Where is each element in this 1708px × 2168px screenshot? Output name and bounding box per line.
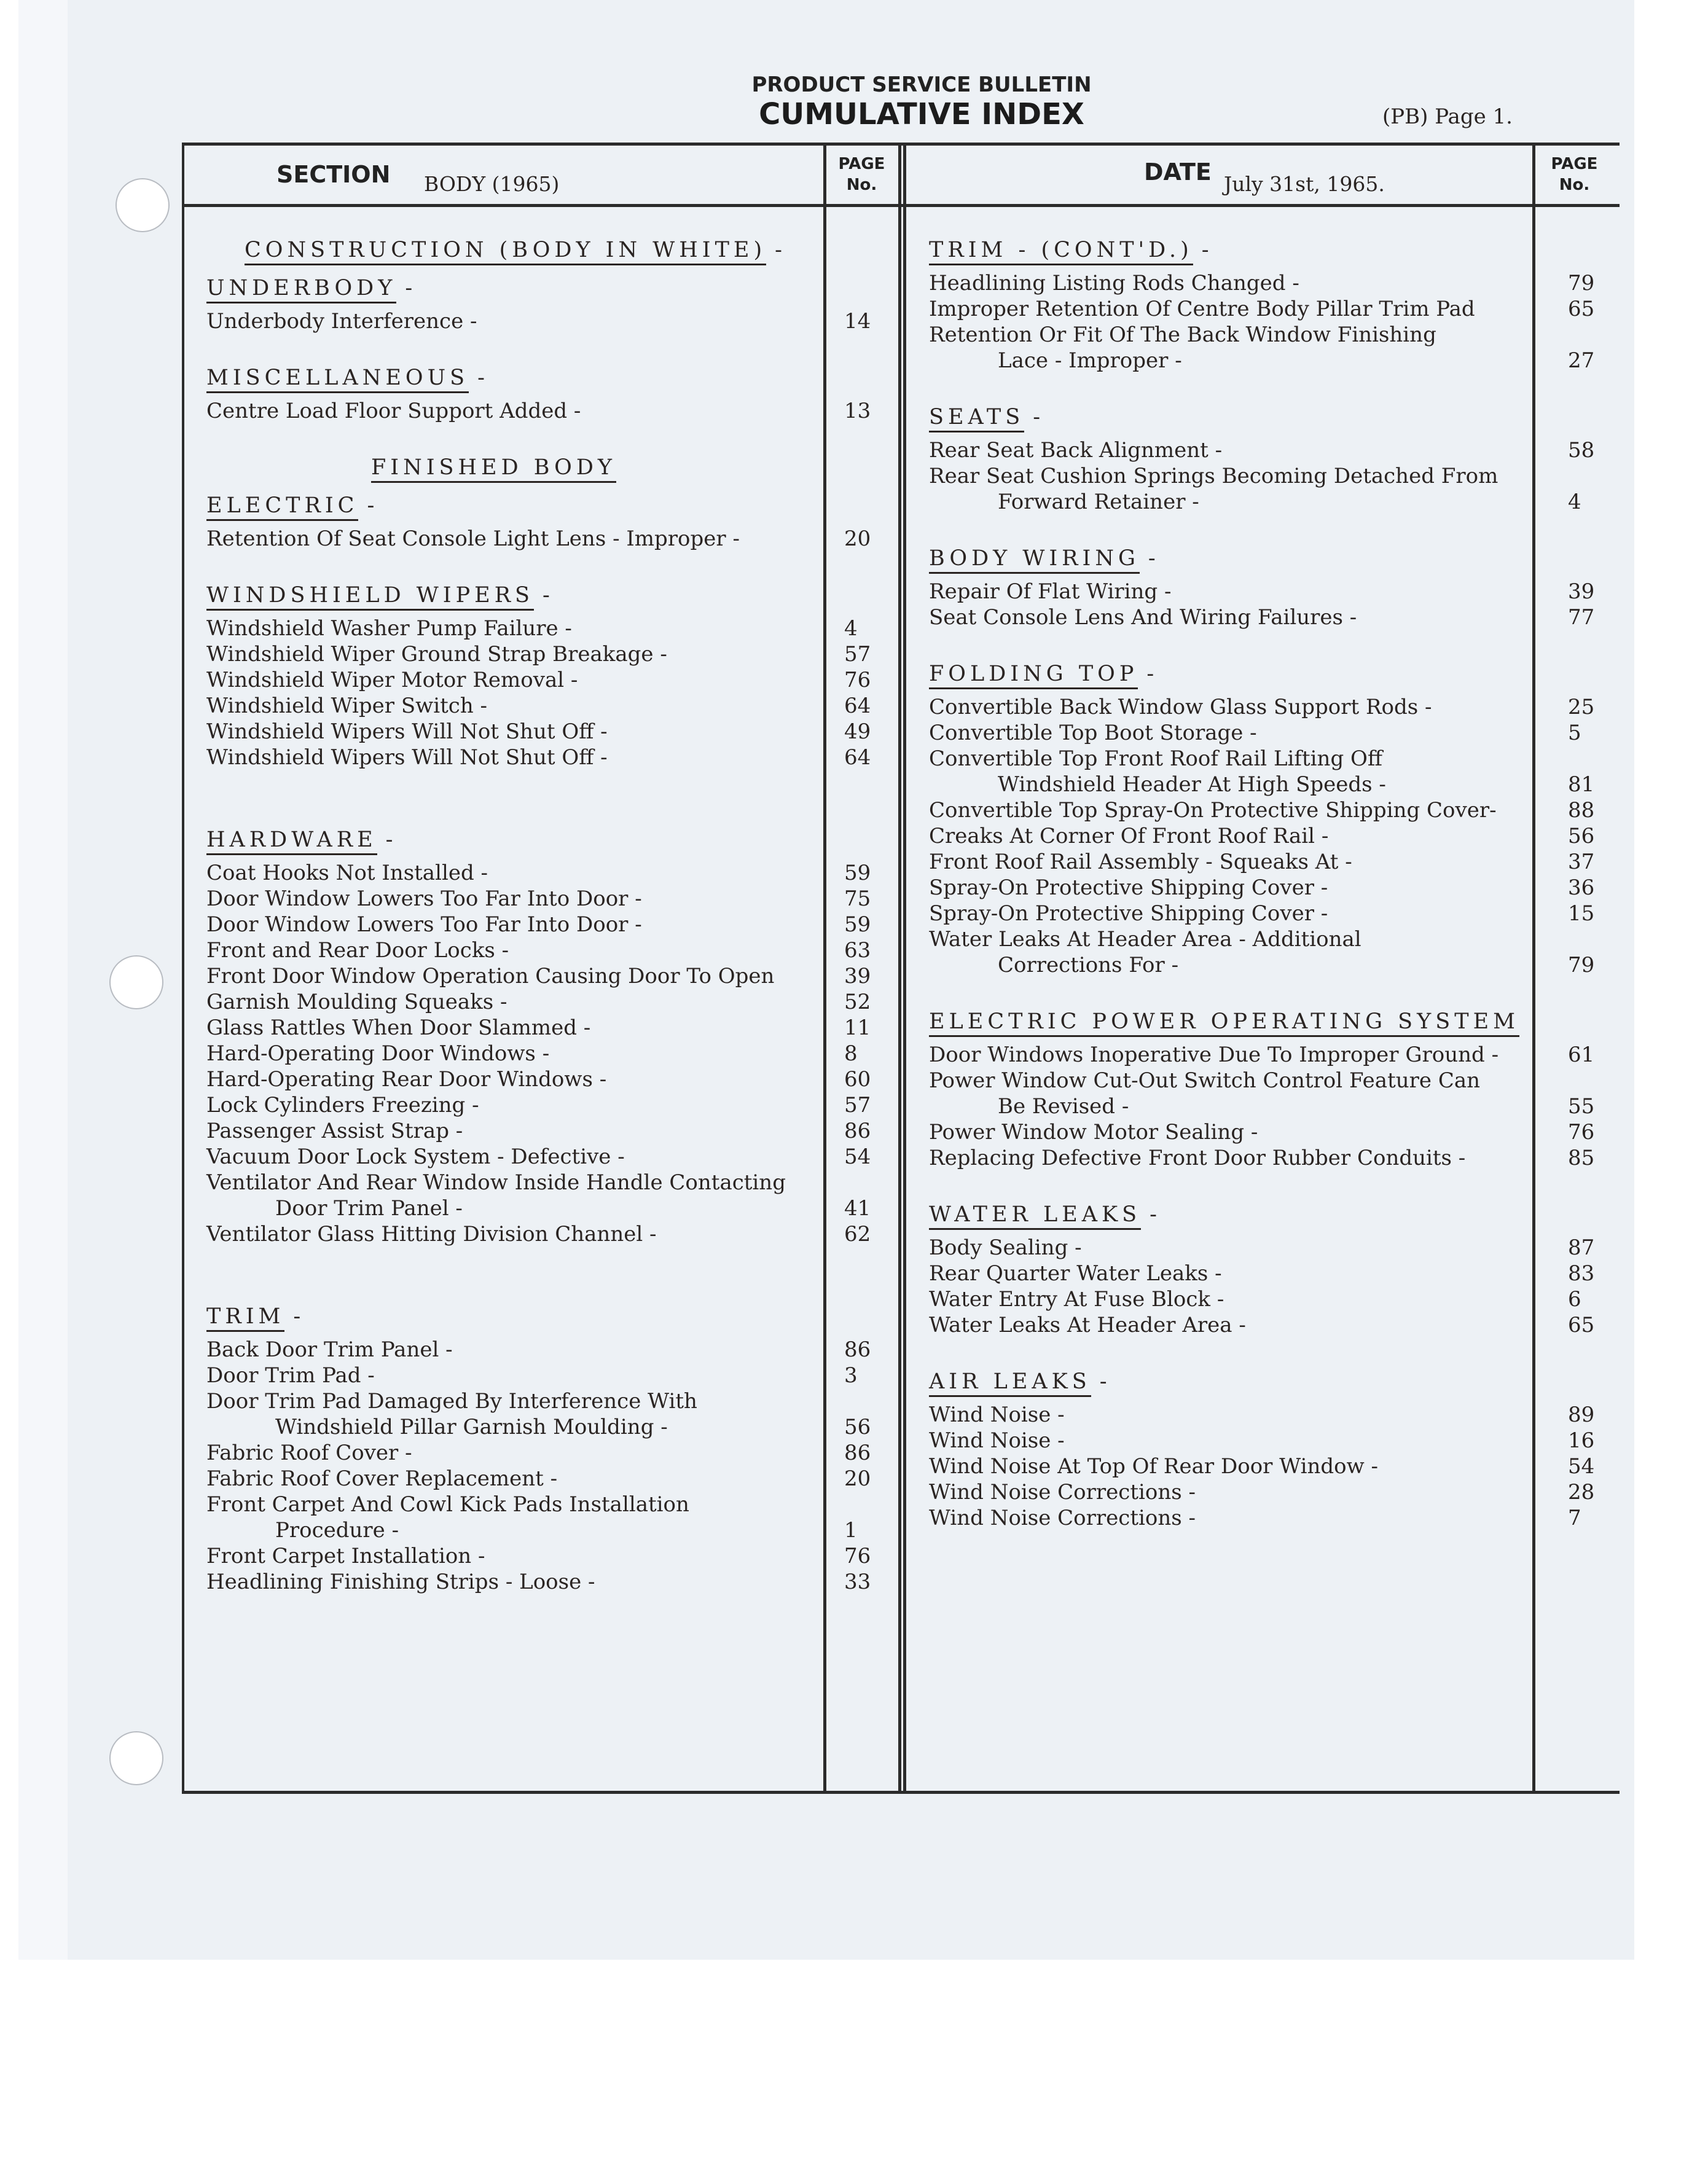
entry-page-number: 61 bbox=[1568, 1043, 1595, 1067]
spacer bbox=[929, 1338, 1531, 1364]
entry-title: Wind Noise - bbox=[929, 1403, 1065, 1427]
entry-page-number: 75 bbox=[844, 886, 871, 911]
entry-title: Convertible Top Front Roof Rail Lifting Off bbox=[929, 746, 1383, 771]
index-entry bbox=[206, 616, 858, 641]
entry-title: Ventilator And Rear Window Inside Handle Contacting bbox=[206, 1170, 786, 1195]
entry-title: Power Window Motor Sealing - bbox=[929, 1120, 1258, 1145]
entry-page-number: 86 bbox=[844, 1119, 871, 1143]
entry-title: Creaks At Corner Of Front Roof Rail - bbox=[929, 824, 1329, 848]
entry-page-number: 15 bbox=[1568, 901, 1595, 926]
entry-title: Retention Or Fit Of The Back Window Finishing bbox=[929, 323, 1436, 347]
entry-page-number: 4 bbox=[844, 616, 858, 641]
date-label: DATE bbox=[1144, 158, 1212, 186]
entry-title: Body Sealing - bbox=[929, 1235, 1082, 1260]
index-entry bbox=[206, 1466, 871, 1492]
entry-page-number: 64 bbox=[844, 694, 871, 718]
entry-title: Forward Retainer - bbox=[998, 490, 1199, 514]
entry-page-number: 59 bbox=[844, 861, 871, 885]
section-heading bbox=[929, 232, 1531, 270]
section-heading-dash: - bbox=[367, 493, 379, 518]
index-entry bbox=[929, 797, 1595, 823]
entry-title: Retention Of Seat Console Light Lens - Improper - bbox=[206, 526, 740, 551]
index-entry bbox=[929, 296, 1595, 322]
entry-title: Back Door Trim Panel - bbox=[206, 1337, 453, 1362]
entry-page-number: 65 bbox=[1568, 297, 1595, 321]
entry-page-number: 36 bbox=[1568, 875, 1595, 900]
index-entry bbox=[929, 1505, 1581, 1531]
index-entry bbox=[929, 1145, 1595, 1171]
index-entry-continuation bbox=[929, 348, 1595, 374]
entry-page-number: 79 bbox=[1568, 271, 1595, 295]
entry-page-number: 83 bbox=[1568, 1261, 1595, 1286]
entry-page-number: 52 bbox=[844, 990, 871, 1014]
page-column-divider bbox=[1532, 143, 1535, 1794]
entry-page-number: 56 bbox=[844, 1415, 871, 1439]
entry-page-number: 20 bbox=[844, 1466, 871, 1491]
entry-page-number: 54 bbox=[844, 1145, 871, 1169]
entry-title: Front Carpet And Cowl Kick Pads Installation bbox=[206, 1492, 689, 1517]
entry-page-number: 57 bbox=[844, 1093, 871, 1117]
entry-title: Water Leaks At Header Area - bbox=[929, 1313, 1246, 1337]
entry-title: Power Window Cut-Out Switch Control Feature Can bbox=[929, 1068, 1480, 1093]
index-entry bbox=[206, 1492, 821, 1517]
entry-title: Corrections For - bbox=[998, 953, 1179, 977]
index-entry bbox=[929, 1479, 1595, 1505]
binder-hole bbox=[116, 178, 170, 232]
index-entry bbox=[929, 1119, 1595, 1145]
entry-page-number: 63 bbox=[844, 938, 871, 963]
entry-page-number: 62 bbox=[844, 1222, 871, 1246]
entry-title: Windshield Header At High Speeds - bbox=[998, 772, 1386, 797]
entry-page-number: 65 bbox=[1568, 1313, 1595, 1337]
entry-page-number: 37 bbox=[1568, 850, 1595, 874]
section-heading bbox=[206, 577, 821, 616]
entry-title: Wind Noise Corrections - bbox=[929, 1480, 1196, 1505]
index-entry bbox=[929, 694, 1595, 720]
entry-title: Lace - Improper - bbox=[998, 348, 1182, 373]
entry-title: Front Carpet Installation - bbox=[206, 1544, 485, 1568]
entry-title: Repair Of Flat Wiring - bbox=[929, 579, 1172, 604]
spacer bbox=[929, 630, 1531, 656]
entry-page-number: 6 bbox=[1568, 1287, 1581, 1312]
left-column bbox=[206, 232, 871, 1595]
entry-title: Front and Rear Door Locks - bbox=[206, 938, 509, 963]
entry-title: Improper Retention Of Centre Body Pillar Trim Pad bbox=[929, 297, 1475, 321]
entry-page-number: 14 bbox=[844, 309, 871, 334]
section-heading-dash: - bbox=[543, 583, 554, 608]
index-entry bbox=[206, 1440, 871, 1466]
entry-title: Be Revised - bbox=[998, 1094, 1129, 1119]
section-heading-text: SEATS bbox=[929, 405, 1024, 432]
entry-title: Door Trim Pad - bbox=[206, 1363, 375, 1388]
index-entry bbox=[929, 1261, 1595, 1286]
entry-title: Hard-Operating Rear Door Windows - bbox=[206, 1067, 607, 1092]
section-heading bbox=[929, 1197, 1531, 1235]
section-heading-text: FOLDING TOP bbox=[929, 662, 1138, 689]
entry-page-number: 4 bbox=[1568, 490, 1581, 514]
section-heading bbox=[929, 541, 1531, 579]
section-heading-dash: - bbox=[775, 238, 786, 262]
entry-title: Hard-Operating Door Windows - bbox=[206, 1041, 550, 1066]
index-entry bbox=[929, 901, 1595, 926]
section-heading bbox=[206, 822, 821, 860]
page-column-divider bbox=[823, 143, 826, 1794]
section-heading-text: WINDSHIELD WIPERS bbox=[206, 583, 534, 611]
bulletin-title: PRODUCT SERVICE BULLETIN bbox=[751, 72, 1092, 97]
section-heading-dash: - bbox=[293, 1304, 305, 1329]
center-divider bbox=[903, 143, 906, 1794]
index-entry bbox=[206, 1092, 871, 1118]
section-heading-text: TRIM - (CONT'D.) bbox=[929, 238, 1193, 265]
entry-title: Spray-On Protective Shipping Cover - bbox=[929, 901, 1328, 926]
entry-page-number: 39 bbox=[844, 964, 871, 988]
entry-page-number: 88 bbox=[1568, 798, 1595, 823]
entry-title: Windshield Wiper Switch - bbox=[206, 694, 488, 718]
index-entry bbox=[929, 875, 1595, 901]
entry-page-number: 89 bbox=[1568, 1403, 1595, 1427]
index-entry bbox=[206, 963, 871, 989]
section-heading bbox=[206, 488, 821, 526]
entry-page-number: 64 bbox=[844, 745, 871, 770]
index-entry bbox=[929, 322, 1531, 348]
index-entry-continuation bbox=[206, 1414, 871, 1440]
entry-page-number: 85 bbox=[1568, 1146, 1595, 1170]
entry-title: Centre Load Floor Support Added - bbox=[206, 399, 581, 423]
section-heading-dash: - bbox=[405, 276, 417, 300]
entry-title: Door Trim Pad Damaged By Interference With bbox=[206, 1389, 697, 1414]
entry-page-number: 60 bbox=[844, 1067, 871, 1092]
entry-title: Underbody Interference - bbox=[206, 309, 477, 334]
entry-title: Rear Quarter Water Leaks - bbox=[929, 1261, 1222, 1286]
index-entry bbox=[929, 926, 1531, 952]
entry-title: Headlining Listing Rods Changed - bbox=[929, 271, 1299, 295]
index-entry bbox=[206, 308, 871, 334]
entry-title: Convertible Top Spray-On Protective Shipping Cover- bbox=[929, 798, 1497, 823]
entry-title: Lock Cylinders Freezing - bbox=[206, 1093, 479, 1117]
index-entry bbox=[929, 1312, 1595, 1338]
spacer bbox=[206, 552, 821, 577]
index-entry bbox=[929, 823, 1595, 849]
index-entry bbox=[206, 1015, 871, 1041]
section-heading-text: TRIM bbox=[206, 1304, 284, 1332]
entry-page-number: 76 bbox=[1568, 1120, 1595, 1145]
index-entry bbox=[206, 1144, 871, 1170]
entry-page-number: 28 bbox=[1568, 1480, 1595, 1505]
index-entry bbox=[929, 720, 1581, 746]
index-entry bbox=[206, 719, 871, 745]
entry-title: Windshield Wipers Will Not Shut Off - bbox=[206, 719, 608, 744]
entry-page-number: 57 bbox=[844, 642, 871, 667]
index-entry bbox=[929, 746, 1531, 772]
index-entry bbox=[929, 437, 1595, 463]
spacer bbox=[929, 515, 1531, 541]
index-entry-continuation bbox=[929, 952, 1595, 978]
entry-page-number: 76 bbox=[844, 668, 871, 692]
section-heading bbox=[206, 360, 821, 398]
index-entry bbox=[206, 745, 871, 770]
section-heading-text: UNDERBODY bbox=[206, 276, 396, 303]
entry-title: Door Trim Panel - bbox=[275, 1196, 463, 1221]
section-heading-text: ELECTRIC bbox=[206, 493, 358, 521]
entry-title: Rear Seat Cushion Springs Becoming Detached From bbox=[929, 464, 1498, 488]
entry-title: Convertible Top Boot Storage - bbox=[929, 721, 1257, 745]
index-entry bbox=[206, 989, 871, 1015]
index-entry bbox=[206, 641, 871, 667]
entry-title: Windshield Wipers Will Not Shut Off - bbox=[206, 745, 608, 770]
index-entry bbox=[206, 693, 871, 719]
entry-title: Seat Console Lens And Wiring Failures - bbox=[929, 605, 1357, 630]
section-heading-text: WATER LEAKS bbox=[929, 1202, 1141, 1230]
entry-title: Windshield Washer Pump Failure - bbox=[206, 616, 572, 641]
index-entry bbox=[206, 1066, 871, 1092]
spacer bbox=[929, 374, 1531, 399]
index-entry bbox=[929, 605, 1595, 630]
right-column bbox=[929, 232, 1595, 1531]
date-value: July 31st, 1965. bbox=[1224, 172, 1385, 196]
entry-title: Door Windows Inoperative Due To Improper Ground - bbox=[929, 1043, 1499, 1067]
binder-hole bbox=[109, 1731, 163, 1785]
spacer bbox=[929, 1171, 1531, 1197]
index-entry-continuation bbox=[206, 1196, 871, 1221]
entry-page-number: 5 bbox=[1568, 721, 1581, 745]
entry-page-number: 86 bbox=[844, 1337, 871, 1362]
section-heading-text: FINISHED BODY bbox=[371, 455, 616, 483]
entry-page-number: 49 bbox=[844, 719, 871, 744]
entry-page-number: 27 bbox=[1568, 348, 1595, 373]
entry-title: Passenger Assist Strap - bbox=[206, 1119, 463, 1143]
entry-title: Rear Seat Back Alignment - bbox=[929, 438, 1223, 463]
entry-title: Replacing Defective Front Door Rubber Conduits - bbox=[929, 1146, 1466, 1170]
entry-page-number: 16 bbox=[1568, 1428, 1595, 1453]
index-entry bbox=[929, 1235, 1595, 1261]
entry-title: Front Door Window Operation Causing Door To Open bbox=[206, 964, 775, 988]
entry-page-number: 1 bbox=[844, 1518, 858, 1543]
section-heading bbox=[929, 1364, 1531, 1402]
section-heading bbox=[206, 1299, 821, 1337]
index-entry bbox=[929, 1428, 1595, 1454]
entry-title: Windshield Wiper Motor Removal - bbox=[206, 668, 578, 692]
entry-page-number: 7 bbox=[1568, 1506, 1581, 1530]
section-heading bbox=[929, 399, 1531, 437]
section-heading-dash: - bbox=[477, 366, 489, 390]
index-title: CUMULATIVE INDEX bbox=[759, 97, 1084, 131]
index-entry bbox=[929, 1068, 1531, 1094]
entry-page-number: 39 bbox=[1568, 579, 1595, 604]
section-heading-dash: - bbox=[1150, 1202, 1161, 1227]
entry-title: Vacuum Door Lock System - Defective - bbox=[206, 1145, 625, 1169]
section-heading-dash: - bbox=[385, 828, 398, 852]
entry-title: Convertible Back Window Glass Support Rods - bbox=[929, 695, 1432, 719]
spacer bbox=[206, 770, 821, 822]
index-entry bbox=[206, 860, 871, 886]
index-entry bbox=[929, 849, 1595, 875]
entry-title: Ventilator Glass Hitting Division Channel - bbox=[206, 1222, 657, 1246]
section-value: BODY (1965) bbox=[424, 172, 560, 196]
entry-page-number: 81 bbox=[1568, 772, 1595, 797]
section-heading bbox=[206, 232, 821, 270]
section-heading-text: MISCELLANEOUS bbox=[206, 366, 469, 393]
index-entry bbox=[206, 937, 871, 963]
section-heading bbox=[929, 1004, 1531, 1042]
entry-page-number: 41 bbox=[844, 1196, 871, 1221]
entry-title: Wind Noise Corrections - bbox=[929, 1506, 1196, 1530]
section-heading bbox=[929, 656, 1531, 694]
index-entry bbox=[929, 1454, 1595, 1479]
index-entry bbox=[929, 463, 1531, 489]
entry-page-number: 79 bbox=[1568, 953, 1595, 977]
section-heading-dash: - bbox=[1148, 546, 1160, 571]
section-heading-dash: - bbox=[1099, 1369, 1111, 1394]
index-entry bbox=[929, 1042, 1595, 1068]
entry-title: Procedure - bbox=[275, 1518, 399, 1543]
entry-page-number: 76 bbox=[844, 1544, 871, 1568]
entry-title: Water Leaks At Header Area - Additional bbox=[929, 927, 1361, 952]
entry-page-number: 59 bbox=[844, 912, 871, 937]
section-heading-text: AIR LEAKS bbox=[929, 1369, 1091, 1397]
entry-page-number: 25 bbox=[1568, 695, 1595, 719]
entry-title: Water Entry At Fuse Block - bbox=[929, 1287, 1224, 1312]
index-entry-continuation bbox=[929, 772, 1595, 797]
index-entry bbox=[206, 398, 871, 424]
spacer bbox=[929, 978, 1531, 1004]
section-heading-text: CONSTRUCTION (BODY IN WHITE) bbox=[245, 238, 766, 265]
page-no-header: PAGE No. bbox=[1551, 155, 1598, 194]
entry-title: Glass Rattles When Door Slammed - bbox=[206, 1016, 591, 1040]
index-entry bbox=[206, 1118, 871, 1144]
page-no-header: PAGE No. bbox=[838, 155, 885, 194]
index-entry bbox=[206, 1041, 858, 1066]
entry-page-number: 55 bbox=[1568, 1094, 1595, 1119]
spacer bbox=[206, 334, 821, 360]
entry-title: Door Window Lowers Too Far Into Door - bbox=[206, 912, 642, 937]
entry-title: Headlining Finishing Strips - Loose - bbox=[206, 1570, 595, 1594]
index-entry bbox=[206, 1569, 871, 1595]
entry-title: Front Roof Rail Assembly - Squeaks At - bbox=[929, 850, 1352, 874]
index-entry bbox=[206, 1388, 821, 1414]
entry-title: Windshield Wiper Ground Strap Breakage - bbox=[206, 642, 667, 667]
entry-page-number: 54 bbox=[1568, 1454, 1595, 1479]
index-entry bbox=[929, 1402, 1595, 1428]
entry-title: Fabric Roof Cover - bbox=[206, 1441, 412, 1465]
entry-title: Wind Noise At Top Of Rear Door Window - bbox=[929, 1454, 1378, 1479]
index-entry bbox=[929, 1286, 1581, 1312]
section-heading-dash: - bbox=[1033, 405, 1045, 429]
entry-page-number: 86 bbox=[844, 1441, 871, 1465]
entry-title: Windshield Pillar Garnish Moulding - bbox=[275, 1415, 668, 1439]
section-label: SECTION bbox=[276, 161, 391, 188]
index-entry bbox=[206, 1170, 821, 1196]
entry-page-number: 87 bbox=[1568, 1235, 1595, 1260]
index-entry-continuation bbox=[929, 1094, 1595, 1119]
index-entry bbox=[206, 1363, 858, 1388]
index-entry bbox=[206, 1221, 871, 1247]
entry-page-number: 3 bbox=[844, 1363, 858, 1388]
entry-page-number: 13 bbox=[844, 399, 871, 423]
index-entry bbox=[206, 667, 871, 693]
section-heading bbox=[206, 270, 821, 308]
spacer bbox=[206, 1247, 821, 1299]
entry-page-number: 77 bbox=[1568, 605, 1595, 630]
entry-title: Fabric Roof Cover Replacement - bbox=[206, 1466, 558, 1491]
index-entry-continuation bbox=[929, 489, 1581, 515]
entry-title: Garnish Moulding Squeaks - bbox=[206, 990, 507, 1014]
entry-page-number: 11 bbox=[844, 1016, 871, 1040]
page-reference: (PB) Page 1. bbox=[1382, 104, 1513, 129]
entry-title: Wind Noise - bbox=[929, 1428, 1065, 1453]
index-entry bbox=[206, 526, 871, 552]
section-heading-dash: - bbox=[1146, 662, 1159, 686]
section-heading-text: HARDWARE bbox=[206, 828, 377, 855]
index-entry bbox=[929, 579, 1595, 605]
section-heading-text: ELECTRIC POWER OPERATING SYSTEM bbox=[929, 1009, 1519, 1037]
center-divider bbox=[898, 143, 901, 1794]
section-heading-text: BODY WIRING bbox=[929, 546, 1140, 574]
index-entry bbox=[929, 270, 1595, 296]
section-heading-dash: - bbox=[1201, 238, 1213, 262]
entry-title: Door Window Lowers Too Far Into Door - bbox=[206, 886, 642, 911]
entry-page-number: 58 bbox=[1568, 438, 1595, 463]
entry-page-number: 8 bbox=[844, 1041, 858, 1066]
spacer bbox=[206, 424, 821, 450]
entry-title: Coat Hooks Not Installed - bbox=[206, 861, 488, 885]
index-entry bbox=[206, 1543, 871, 1569]
index-entry bbox=[206, 1337, 871, 1363]
entry-page-number: 56 bbox=[1568, 824, 1595, 848]
index-entry bbox=[206, 912, 871, 937]
entry-title: Spray-On Protective Shipping Cover - bbox=[929, 875, 1328, 900]
entry-page-number: 20 bbox=[844, 526, 871, 551]
binder-hole bbox=[109, 955, 163, 1009]
entry-page-number: 33 bbox=[844, 1570, 871, 1594]
index-entry-continuation bbox=[206, 1517, 858, 1543]
section-heading bbox=[206, 450, 821, 488]
index-entry bbox=[206, 886, 871, 912]
